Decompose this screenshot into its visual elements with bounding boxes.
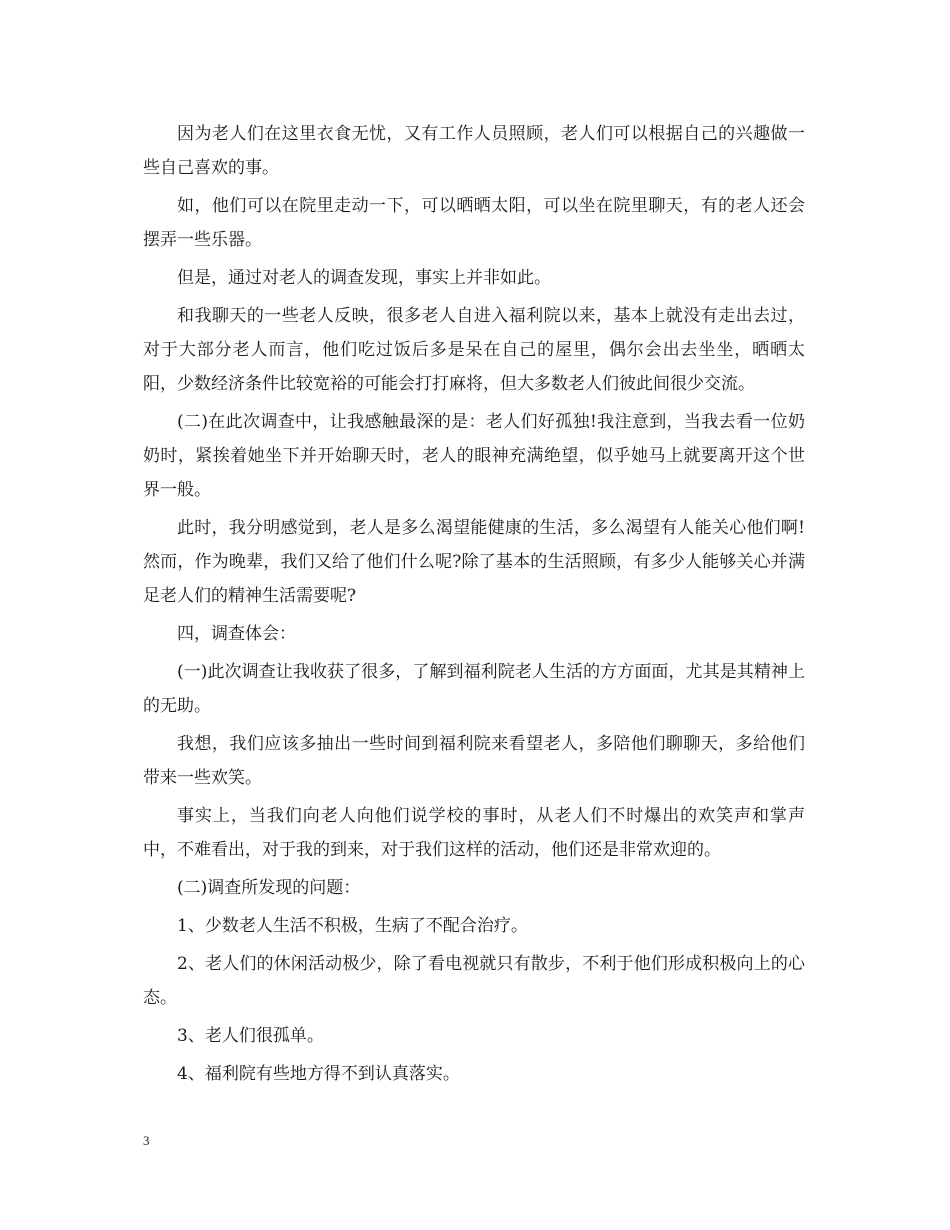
page-number: 3 [143,1133,150,1148]
paragraph-10: 事实上，当我们向老人向他们说学校的事时，从老人们不时爆出的欢笑声和掌声中，不难看出，对于我的到来，对于我们这样的活动，他们还是非常欢迎的。 [143,806,805,860]
paragraph-5: (二)在此次调查中，让我感触最深的是：老人们好孤独!我注意到，当我去看一位奶奶时，紧挨着她坐下并开始聊天时，老人的眼神充满绝望，似乎她马上就要离开这个世界一般。 [143,412,805,500]
paragraph-1: 因为老人们在这里衣食无忧，又有工作人员照顾，老人们可以根据自己的兴趣做一些自己喜欢的事。 [143,124,805,178]
list-item-4: 4、福利院有些地方得不到认真落实。 [177,1064,460,1084]
paragraph-9: 我想，我们应该多抽出一些时间到福利院来看望老人，多陪他们聊聊天，多给他们带来一些欢笑。 [143,734,805,788]
paragraph-2: 如，他们可以在院里走动一下，可以晒晒太阳，可以坐在院里聊天，有的老人还会摆弄一些乐器。 [143,196,805,250]
paragraph-4: 和我聊天的一些老人反映，很多老人自进入福利院以来，基本上就没有走出去过，对于大部分老人而言，他们吃过饭后多是呆在自己的屋里，偶尔会出去坐坐，晒晒太阳，少数经济条件比较宽裕的可能会打打麻将，但大多数老人们彼此间很少交流。 [143,306,805,394]
document-body [143,117,805,1095]
paragraph-6: 此时，我分明感觉到，老人是多么渴望能健康的生活，多么渴望有人能关心他们啊!然而，作为晚辈，我们又给了他们什么呢?除了基本的生活照顾，有多少人能够关心并满足老人们的精神生活需要呢? [143,518,805,606]
paragraph-8: (一)此次调查让我收获了很多，了解到福利院老人生活的方方面面，尤其是其精神上的无助。 [143,662,805,716]
subheading-problems: (二)调查所发现的问题： [177,878,361,898]
paragraph-3: 但是，通过对老人的调查发现，事实上并非如此。 [177,268,551,288]
list-item-3: 3、老人们很孤单。 [177,1026,324,1046]
section-heading-findings: 四，调查体会： [177,624,296,644]
list-item-2: 2、老人们的休闲活动极少，除了看电视就只有散步，不利于他们形成积极向上的心态。 [143,954,805,1008]
list-item-1: 1、少数老人生活不积极，生病了不配合治疗。 [177,916,528,936]
